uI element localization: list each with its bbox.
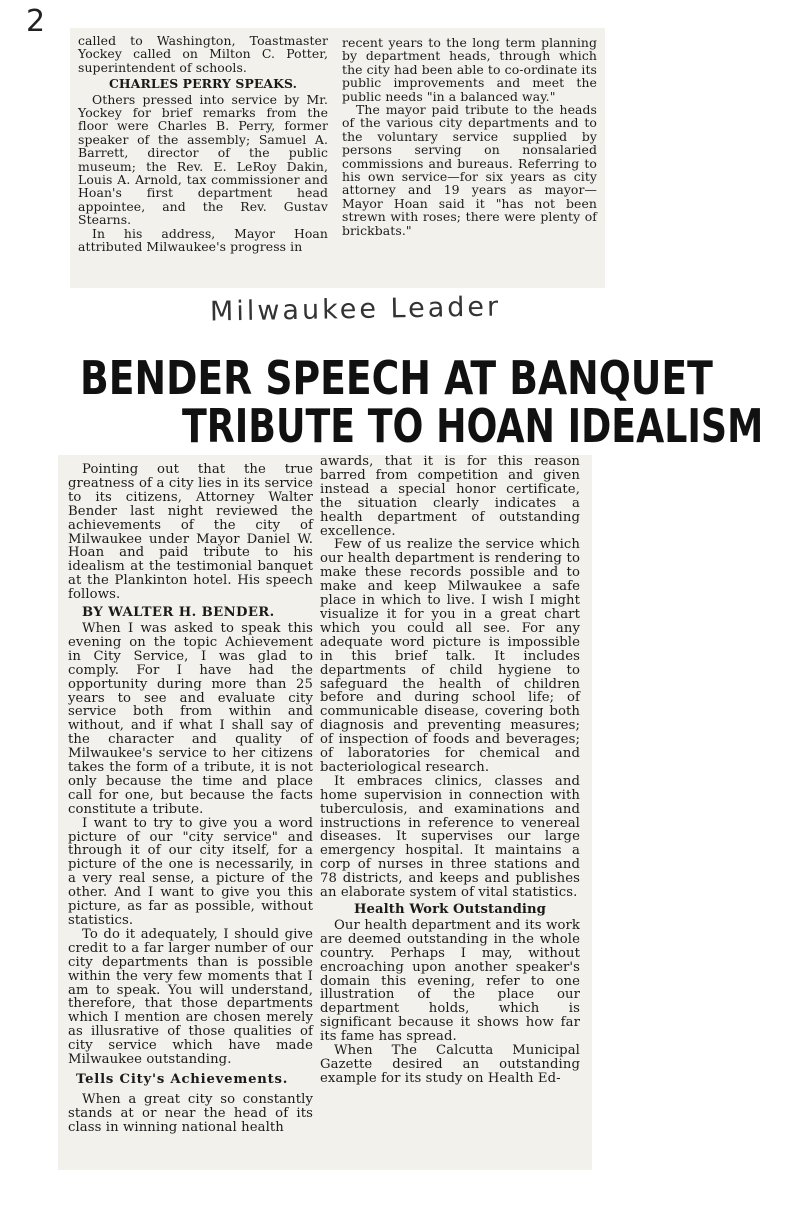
handwritten-source-note: Milwaukee Leader: [209, 291, 502, 328]
paragraph: When I was asked to speak this evening on the topic Achievement in City Service, I was glad to comply. For I have had the opportunity during more than 25 years to see and evaluate city service both from within and without, and if what I shall say of the character and quality of Milwaukee's service to her citizens takes the form of a tribute, it is not only because the time and place call for one, but because the facts constitute a tribute.: [68, 620, 313, 817]
paragraph: In his address, Mayor Hoan attributed Milwaukee's progress in: [78, 225, 328, 255]
intro-paragraph: Pointing out that the true greatness of a city lies in its service to its citizens, Attorney Walter Bender last night reviewed the achievements of the city of Milwaukee under Mayor Daniel W. Hoan and paid tribute to his idealism at the testimonial banquet at the Plankinton hotel. His speech follows.: [68, 462, 313, 603]
top-clipping: [70, 28, 605, 288]
subheading: Health Work Outstanding: [353, 902, 547, 917]
article-column-1: [68, 463, 313, 1135]
top-clipping-column-1: [78, 34, 328, 254]
paragraph: The mayor paid tribute to the heads of the various city departments and to the voluntary service supplied by persons serving on nonsalaried commissions and bureaus. Referring to his own service—for six years as city attorney and 19 years as mayor—Mayor Hoan said it "has not been strewn with roses; there were plenty of brickbats.": [342, 102, 597, 238]
paragraph: Few of us realize the service which our health department is rendering to make these records possible and to make and keep Milwaukee a safe place in which to live. I wish I might visualize it for you in a great chart which you could all see. For any adequate word picture is impossible in this brief talk. It includes departments of child hygiene to safeguard the health of children before and during school life; of communicable disease, covering both diagnosis and preventing measures; of inspection of foods and beverages; of laboratories for chemical and bacteriological research.: [320, 537, 580, 775]
paragraph: recent years to the long term planning by department heads, through which the city had been able to co-ordinate its public improvements and meet the public needs "in a balanced way.": [342, 35, 597, 104]
top-clipping-column-2: [342, 36, 597, 237]
paragraph: Our health department and its work are deemed outstanding in the whole country. Perhaps I may, without encroaching upon another speaker's domain this evening, refer to one illustration of the place our department holds, which is significant because it shows how far its fame has spread.: [320, 917, 580, 1045]
subheading: CHARLES PERRY SPEAKS.: [108, 76, 298, 92]
article-clipping: [58, 455, 592, 1170]
headline-line-2: TRIBUTE TO HOAN IDEALISM: [182, 399, 764, 453]
paragraph: When a great city so constantly stands at or near the head of its class in winning national health: [68, 1091, 313, 1135]
paragraph: When The Calcutta Municipal Gazette desired an outstanding example for its study on Health Ed-: [320, 1043, 580, 1086]
headline-line-1: BENDER SPEECH AT BANQUET: [80, 351, 713, 405]
article-column-2: [320, 455, 580, 1086]
subheading: Tells City's Achievements.: [76, 1071, 289, 1087]
paragraph: To do it adequately, I should give credit to a far larger number of our city departments than is possible within the very few moments that I am to speak. You will understand, therefore, that those departments which I mention are chosen merely as illusrative of those qualities of city service which have made Milwaukee outstanding.: [68, 926, 313, 1068]
paragraph: It embraces clinics, classes and home supervision in connection with tuberculosis, and examinations and instructions in reference to venereal diseases. It supervises our large emergency hospital. It maintains a corp of nurses in three stations and 78 districts, and keeps and publishes an elaborate system of vital statistics.: [320, 773, 580, 901]
paragraph: Others pressed into service by Mr. Yockey for brief remarks from the floor were Charles B. Perry, former speaker of the assembly; Samuel A. Barrett, director of the public museum; the Rev. E. LeRoy Dakin, Louis A. Arnold, tax commissioner and Hoan's first department head appointee, and the Rev. Gustav Stearns.: [78, 91, 328, 228]
paragraph: called to Washington, Toastmaster Yockey called on Milton C. Potter, superintendent of schools.: [78, 33, 328, 75]
byline: BY WALTER H. BENDER.: [82, 605, 275, 621]
paragraph: I want to try to give you a word picture of our "city service" and through it of our city itself, for a picture of the one is necessarily, in a very real sense, a picture of the other. And I want to give you this picture, as far as possible, without statistics.: [68, 815, 313, 928]
page-number: 2: [26, 4, 46, 39]
paragraph: awards, that it is for this reason barred from competition and given instead a special honor certificate, the situation clearly indicates a health department of outstanding excellence.: [320, 454, 580, 539]
